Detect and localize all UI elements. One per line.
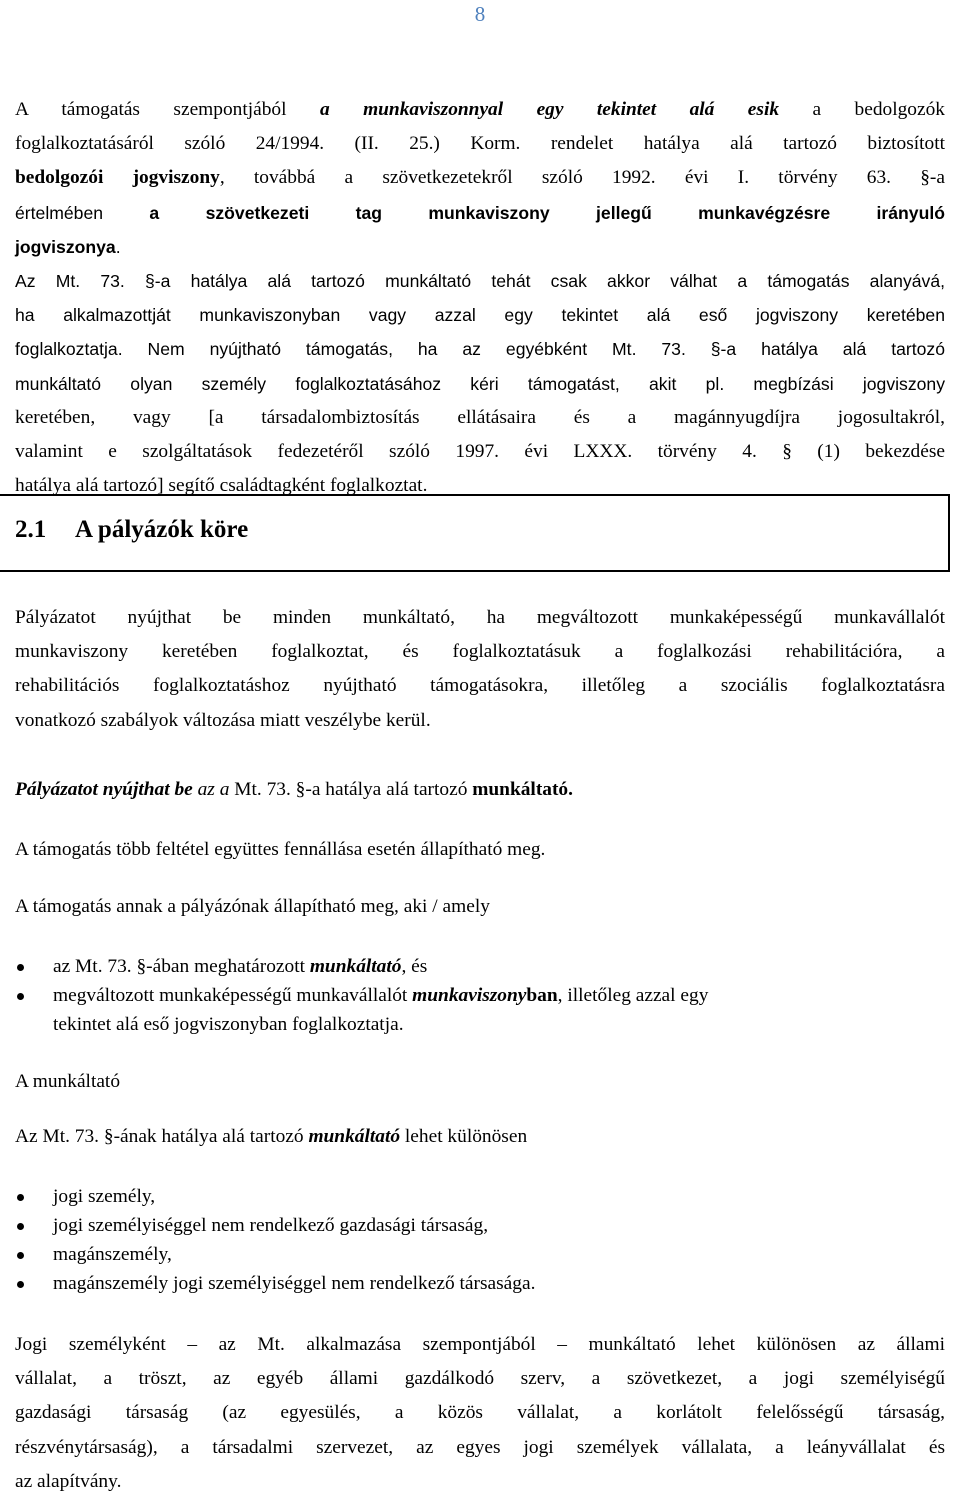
- para2-line-5: keretében, vagy [a társadalombiztosítás ellátásaira és a magánnyugdíjra jogosultakról,: [15, 406, 945, 428]
- paragraph-1: [15, 93, 945, 264]
- para1-line-3: bedolgozói jogviszony, továbbá a szövetkezetekről szóló 1992. évi I. törvény 63. §-a: [15, 167, 945, 189]
- conditions-list: [15, 952, 945, 1039]
- para8-line-4: részvénytársaság), a társadalmi szervezet, az egyes jogi személyek vállalata, a leányvállalat és: [15, 1436, 945, 1458]
- para3-line-2: munkaviszony keretében foglalkoztat, és foglalkoztatásuk a foglalkozási rehabilitációra, a: [15, 641, 945, 663]
- para8-line-3: gazdasági társaság (az egyesülés, a közös vállalat, a korlátolt felelősségű társaság,: [15, 1402, 945, 1424]
- para2-line-4: munkáltató olyan személy foglalkoztatásához kéri támogatást, akit pl. megbízási jogviszony: [15, 373, 945, 394]
- para1-line-2: foglalkoztatásáról szóló 24/1994. (II. 25.) Korm. rendelet hatálya alá tartozó biztosított: [15, 133, 945, 155]
- page-number: 8: [474, 2, 486, 26]
- section-number: 2.1: [15, 516, 47, 543]
- para2-line-2: ha alkalmazottját munkaviszonyban vagy azzal egy tekintet alá eső jogviszony keretében: [15, 305, 945, 326]
- para8-line-5: az alapítvány.: [15, 1470, 122, 1492]
- list-item: magánszemély jogi személyiséggel nem rendelkező társasága.: [15, 1269, 945, 1298]
- paragraph-3: [15, 601, 945, 738]
- para4-line: Pályázatot nyújthat be az a Mt. 73. §-a hatálya alá tartozó munkáltató.: [15, 779, 573, 800]
- section-heading: [15, 516, 248, 544]
- para2-line-3: foglalkoztatja. Nem nyújtható támogatás, ha az egyébként Mt. 73. §-a hatálya alá tartozó: [15, 339, 945, 360]
- bullet-icon: [17, 1223, 24, 1230]
- list-item: jogi személyiséggel nem rendelkező gazdasági társaság,: [15, 1211, 945, 1240]
- para3-line-3: rehabilitációs foglalkoztatáshoz nyújtható támogatásokra, illetőleg a szociális foglalkoztatásra: [15, 675, 945, 697]
- para1-line-4: értelmében a szövetkezeti tag munkaviszony jellegű munkavégzésre irányuló: [15, 202, 945, 223]
- para3-line-4: vonatkozó szabályok változása miatt veszélybe kerül.: [15, 709, 431, 731]
- paragraph-7: Az Mt. 73. §-ának hatálya alá tartozó munkáltató lehet különösen: [15, 1126, 528, 1147]
- paragraph-6: A támogatás annak a pályázónak állapítható meg, aki / amely: [15, 896, 490, 917]
- bullet-icon: [17, 964, 24, 971]
- bullet-icon: [17, 1281, 24, 1288]
- paragraph-2: [15, 264, 945, 503]
- bullet-icon: [17, 1252, 24, 1259]
- para8-line-1: Jogi személyként – az Mt. alkalmazása szempontjából – munkáltató lehet különösen az állami: [15, 1334, 945, 1355]
- para3-line-1: Pályázatot nyújthat be minden munkáltató, ha megváltozott munkaképességű munkavállalót: [15, 607, 945, 628]
- paragraph-8: [15, 1328, 945, 1499]
- employer-types-list: [15, 1182, 945, 1298]
- list-item: megváltozott munkaképességű munkavállalót munkaviszonyban, illetőleg azzal egy tekintet alá eső jogviszonyban foglalkoztatja.: [15, 981, 945, 1039]
- list-item: magánszemély,: [15, 1240, 945, 1269]
- paragraph-5: A támogatás több feltétel együttes fennállása esetén állapítható meg.: [15, 839, 546, 860]
- bullet-icon: [17, 993, 24, 1000]
- list-item: jogi személy,: [15, 1182, 945, 1211]
- section-title: A pályázók köre: [75, 516, 249, 543]
- para1-line-5: jogviszonya.: [15, 236, 121, 257]
- para2-line-1: Az Mt. 73. §-a hatálya alá tartozó munkáltató tehát csak akkor válhat a támogatás alanyává,: [15, 271, 945, 291]
- paragraph-4: [15, 773, 945, 807]
- para8-line-2: vállalat, a tröszt, az egyéb állami gazdálkodó szerv, a szövetkezet, a jogi személyiségű: [15, 1368, 945, 1390]
- list-item: az Mt. 73. §-ában meghatározott munkáltató, és: [15, 952, 945, 981]
- bullet-icon: [17, 1194, 24, 1201]
- para1-line-1: A támogatás szempontjából a munkaviszonnyal egy tekintet alá esik a bedolgozók: [15, 99, 945, 120]
- subheading: A munkáltató: [15, 1071, 121, 1092]
- para2-line-7: hatálya alá tartozó] segítő családtagként foglalkoztat.: [15, 475, 428, 497]
- para2-line-6: valamint e szolgáltatások fedezetéről szóló 1997. évi LXXX. törvény 4. § (1) bekezdése: [15, 441, 945, 463]
